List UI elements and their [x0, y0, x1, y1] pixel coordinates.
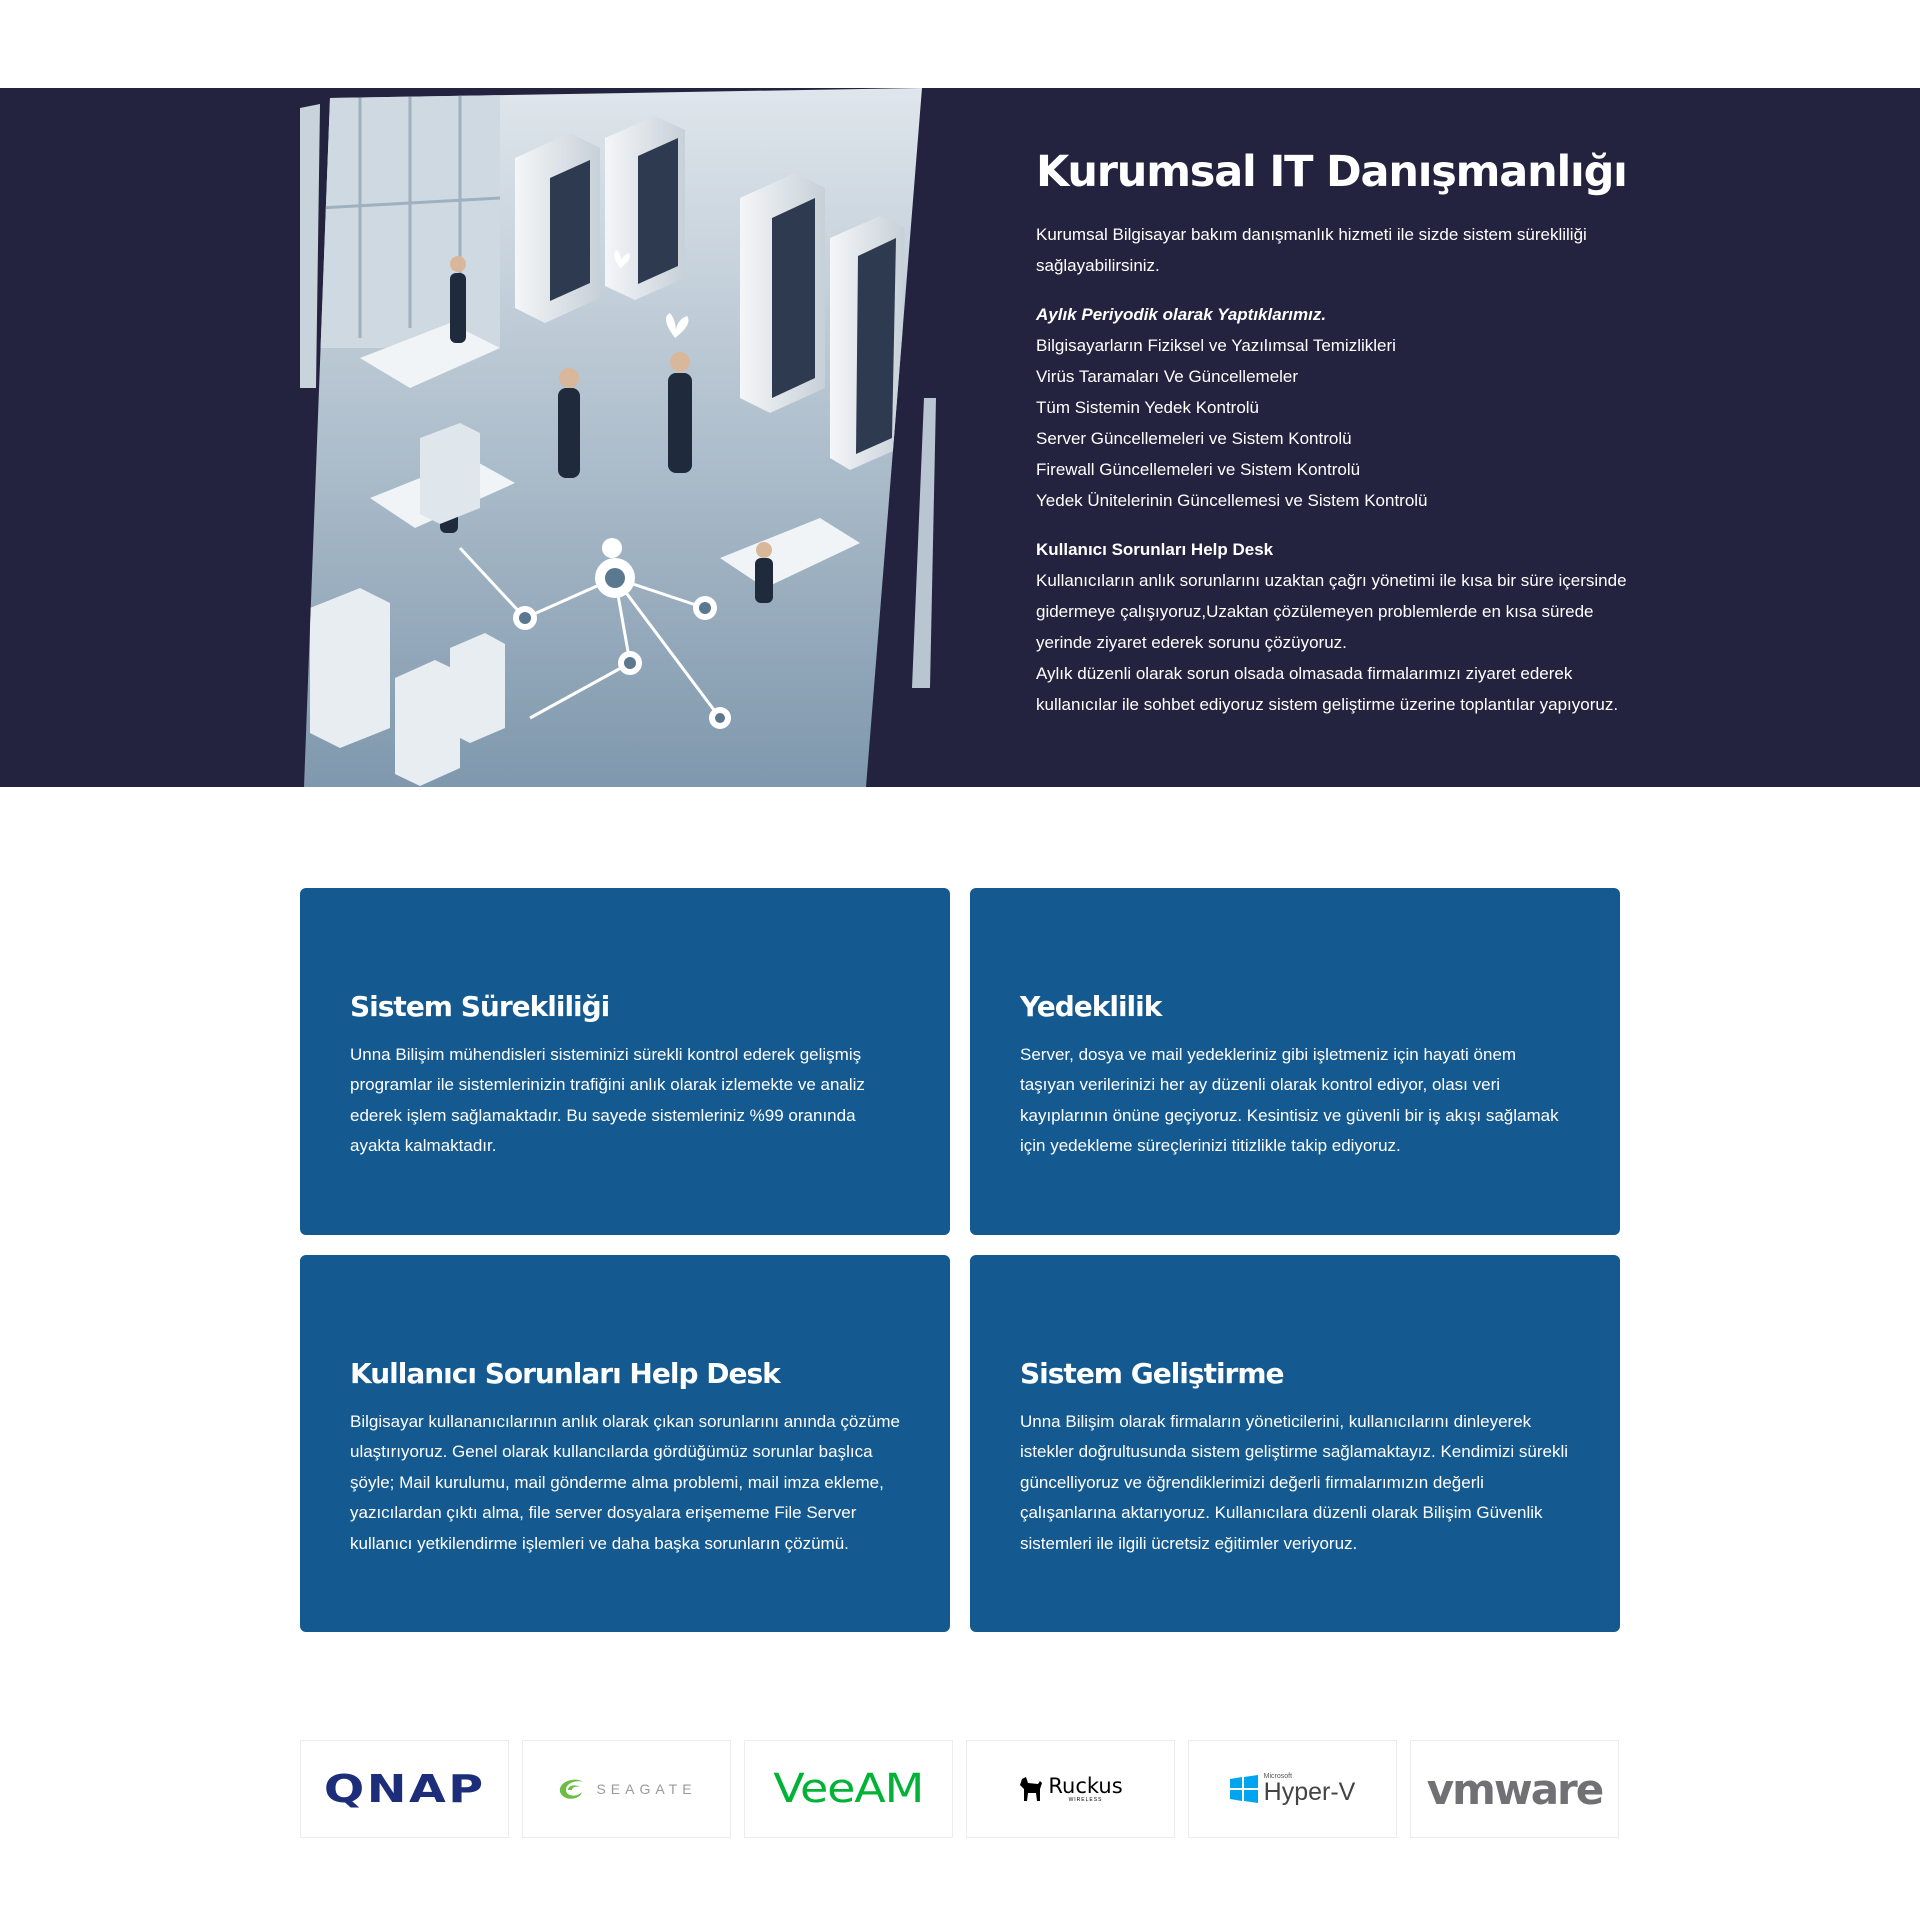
hyperv-logo[interactable]: [1188, 1740, 1397, 1838]
partner-logos: [300, 1740, 1620, 1838]
windows-icon: [1230, 1775, 1258, 1803]
it-office-illustration: [300, 88, 940, 787]
it-consulting-content: [1036, 148, 1636, 720]
helpdesk-title: Kullanıcı Sorunları Help Desk: [1036, 540, 1274, 560]
ruckus-logo-text: Ruckus: [1048, 1773, 1123, 1798]
seagate-logo[interactable]: [522, 1740, 731, 1838]
helpdesk-info: [1036, 534, 1636, 720]
it-consulting-section: [0, 88, 1920, 787]
veeam-logo-text: VeeAM: [773, 1766, 924, 1812]
monthly-task-item: Tüm Sistemin Yedek Kontrolü: [1036, 398, 1260, 418]
qnap-logo-text: QNAP: [323, 1767, 486, 1811]
ruckus-logo-wordmark: [1048, 1773, 1123, 1803]
card-title: Kullanıcı Sorunları Help Desk: [350, 1357, 780, 1390]
card-system-continuity: [300, 888, 950, 1235]
monthly-task-item: Bilgisayarların Fiziksel ve Yazılımsal Temizlikleri: [1036, 336, 1396, 356]
card-backup: [970, 888, 1620, 1235]
hyperv-logo-text: Hyper-V: [1263, 1778, 1356, 1806]
helpdesk-visit-text: Aylık düzenli olarak sorun olsada olmasada firmalarımızı ziyaret ederek kullanıcılar ile sohbet ediyoruz sistem geliştirme üzerine toplantılar yapıyoruz.: [1036, 664, 1619, 715]
card-title: Sistem Geliştirme: [1020, 1357, 1284, 1390]
vmware-logo[interactable]: [1410, 1740, 1619, 1838]
seagate-swirl-icon: [556, 1774, 590, 1804]
ruckus-logo-subtext: WIRELESS: [1068, 1796, 1103, 1803]
veeam-logo[interactable]: [744, 1740, 953, 1838]
monthly-task-item: Firewall Güncellemeleri ve Sistem Kontrolü: [1036, 460, 1361, 480]
hyperv-logo-subtext: Microsoft: [1263, 1773, 1293, 1780]
monthly-task-item: Yedek Ünitelerinin Güncellemesi ve Sistem Kontrolü: [1036, 491, 1428, 511]
card-text: Bilgisayar kullananıcılarının anlık olarak çıkan sorunlarını anında çözüme ulaştırıyoruz. Genel olarak kullancılarda gördüğümüz sorunlar başlıca şöyle; Mail kurulumu, mail gönderme alma problemi, mail imza ekleme, yazıcılardan çıktı alma, file server dosyalara erişememe File Server kullanıcı yetkilendirme işlemleri ve daha başka sorunların çözümü.: [350, 1411, 900, 1553]
card-text: Unna Bilişim mühendisleri sisteminizi sürekli kontrol ederek gelişmiş programlar ile sistemlerinizin trafiğini anlık olarak izlemekte ve analiz ederek işlem sağlamaktadır. Bu sayede sistemleriniz %99 oranında ayakta kalmaktadır.: [350, 1044, 865, 1156]
qnap-logo[interactable]: [300, 1740, 509, 1838]
monthly-task-item: Virüs Taramaları Ve Güncellemeler: [1036, 367, 1299, 387]
seagate-logo-text: SEAGATE: [596, 1781, 697, 1797]
helpdesk-text: Kullanıcıların anlık sorunlarını uzaktan çağrı yönetimi ile kısa bir süre içersinde gidermeye çalışıyoruz,Uzaktan çözülemeyen problemlerde en kısa sürede yerinde ziyaret ederek sorunu çözüyoruz.: [1036, 571, 1627, 653]
ruckus-logo[interactable]: [966, 1740, 1175, 1838]
monthly-tasks-title: Aylık Periyodik olarak Yaptıklarımız.: [1036, 305, 1327, 325]
monthly-task-item: Server Güncellemeleri ve Sistem Kontrolü: [1036, 429, 1352, 449]
card-title: Sistem Sürekliliği: [350, 990, 610, 1023]
ruckus-dog-icon: [1018, 1775, 1044, 1803]
hyperv-logo-wordmark: [1264, 1773, 1356, 1805]
card-title: Yedeklilik: [1020, 990, 1162, 1023]
monthly-tasks: [1036, 299, 1636, 516]
card-text: Server, dosya ve mail yedekleriniz gibi işletmeniz için hayati önem taşıyan verilerinizi her ay düzenli olarak kontrol ediyor, olası veri kayıplarının önüne geçiyoruz. Kesintisiz ve güvenli bir iş akışı sağlamak için yedekleme süreçlerinizi titizlikle takip ediyoruz.: [1020, 1044, 1559, 1156]
card-system-development: [970, 1255, 1620, 1632]
card-text: Unna Bilişim olarak firmaların yöneticilerini, kullanıcılarını dinleyerek istekler doğrultusunda sistem geliştirme sağlamaktayız. Kendimizi sürekli güncelliyoruz ve öğrendiklerimizi değerli firmalarımızın değerli çalışanlarına aktarıyoruz. Kullanıcılara düzenli olarak Bilişim Güvenlik sistemleri ile ilgili ücretsiz eğitimler veriyoruz.: [1020, 1411, 1568, 1553]
vmware-logo-text: vmware: [1426, 1764, 1603, 1814]
intro-text: Kurumsal Bilgisayar bakım danışmanlık hizmeti ile sizde sistem sürekliliği sağlayabilirsiniz.: [1036, 225, 1587, 276]
card-helpdesk: [300, 1255, 950, 1632]
section-title: Kurumsal IT Danışmanlığı: [1036, 147, 1627, 197]
